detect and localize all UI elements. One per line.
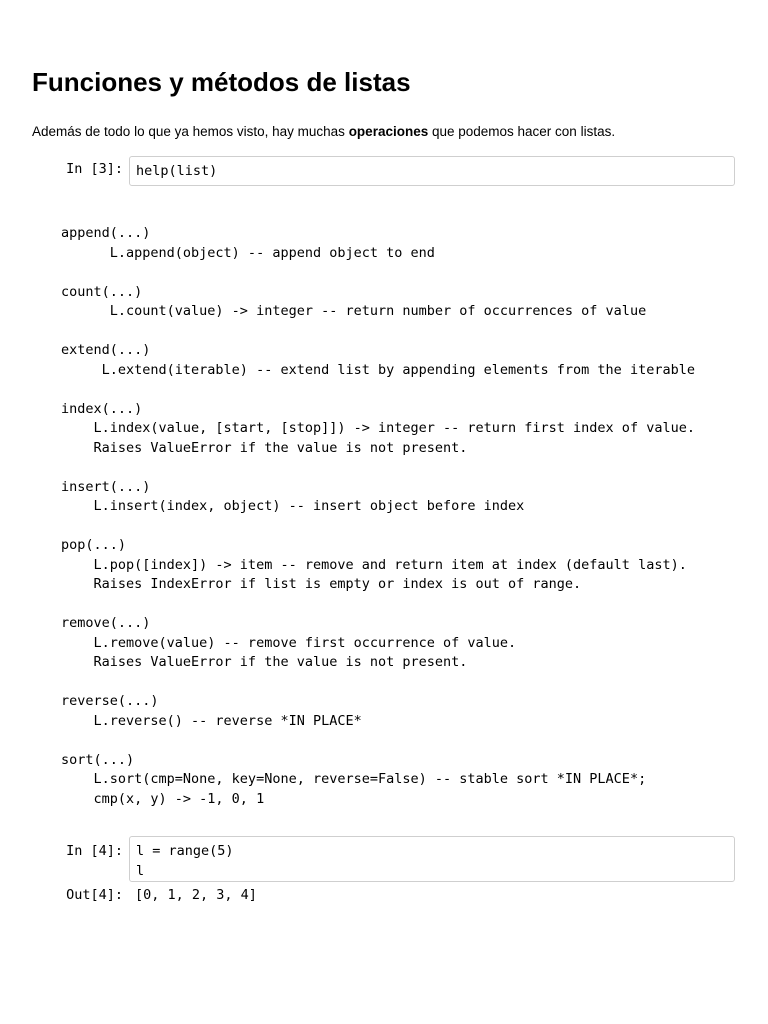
intro-paragraph — [32, 122, 615, 142]
output-prompt-4: Out[4]: — [66, 887, 123, 903]
help-output: append(...) L.append(object) -- append object to end count(...) L.count(value) -> integer -- return number of occurrences of value extend(...) L.extend(iterable) -- extend list by appending elements from the iterable index(...) L.index(value, [start, [stop]]) -> integer -- return first index of value. Raises ValueError if the value is not present. insert(...) L.insert(index, object) -- insert object before index pop(...) L.pop([index]) -> item -- remove and return item at index (default last). Raises IndexError if list is empty or index is out of range. remove(...) L.remove(value) -- remove first occurrence of value. Raises ValueError if the value is not present. reverse(...) L.reverse() -- reverse *IN PLACE* sort(...) L.sort(cmp=None, key=None, reverse=False) -- stable sort *IN PLACE*; cmp(x, y) -> -1, 0, 1 — [61, 225, 695, 807]
page-title: Funciones y métodos de listas — [32, 67, 411, 97]
intro-text-after: que podemos hacer con listas. — [428, 124, 616, 139]
intro-text-before: Además de todo lo que ya hemos visto, hay muchas — [32, 124, 349, 139]
input-prompt-4: In [4]: — [66, 843, 123, 859]
code-input-cell-3[interactable]: help(list) — [129, 156, 735, 186]
code-input-cell-4[interactable]: l = range(5) l — [129, 836, 735, 882]
input-prompt-3: In [3]: — [66, 161, 123, 177]
range-output: [0, 1, 2, 3, 4] — [135, 887, 257, 903]
intro-bold-word: operaciones — [348, 124, 429, 139]
